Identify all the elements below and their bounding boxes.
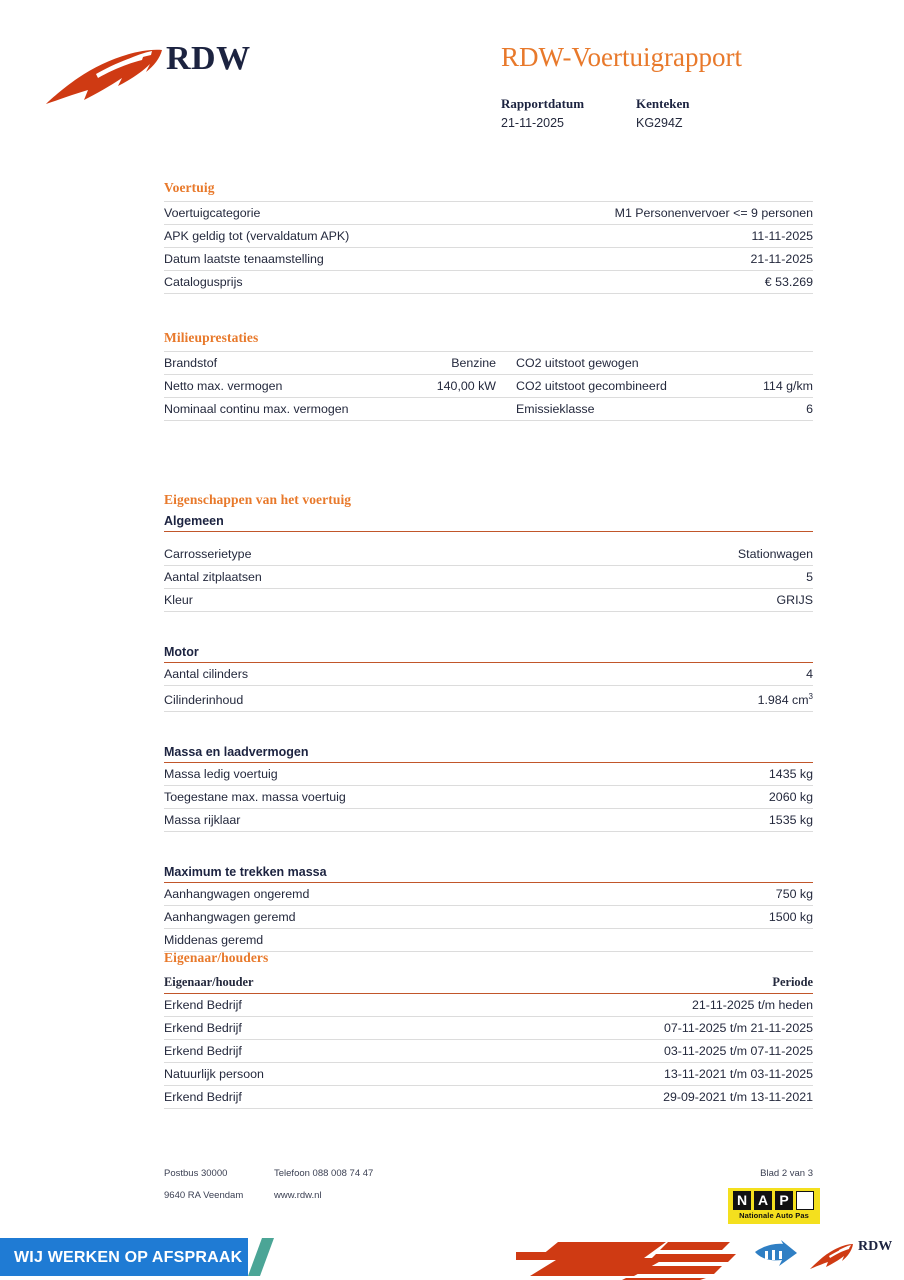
- page-header: [0, 0, 904, 160]
- row-period: 21-11-2025 t/m heden: [489, 994, 814, 1017]
- footer-row-2: [164, 1190, 813, 1201]
- row-label-left: Nominaal continu max. vermogen: [164, 398, 374, 421]
- subsection-title-algemeen: Algemeen: [164, 514, 813, 532]
- section-eigenaar-houders: [164, 950, 813, 1109]
- row-value: € 53.269: [489, 271, 814, 294]
- table-row: [164, 225, 813, 248]
- table-row: [164, 809, 813, 832]
- row-label: Aantal zitplaatsen: [164, 566, 489, 589]
- footer-page-indicator: Blad 2 van 3: [760, 1168, 813, 1179]
- table-row: [164, 375, 813, 398]
- row-value: 21-11-2025: [489, 248, 814, 271]
- column-header-period: Periode: [489, 971, 814, 994]
- table-row: [164, 202, 813, 225]
- table-row: [164, 883, 813, 906]
- row-label-right: Emissieklasse: [504, 398, 694, 421]
- table-row: [164, 566, 813, 589]
- table-row: [164, 686, 813, 712]
- row-value-left: 140,00 kW: [374, 375, 504, 398]
- row-period: 03-11-2025 t/m 07-11-2025: [489, 1040, 814, 1063]
- row-label: Carrosserietype: [164, 543, 489, 566]
- row-value-left: Benzine: [374, 352, 504, 375]
- nap-logo: [728, 1188, 820, 1224]
- footer-website[interactable]: www.rdw.nl: [274, 1190, 322, 1201]
- section-title-voertuig: Voertuig: [164, 180, 215, 195]
- footer-row-1: [164, 1168, 813, 1179]
- table-row: [164, 398, 813, 421]
- table-row: [164, 1086, 813, 1109]
- nap-empty-box: [796, 1191, 814, 1210]
- row-label: Massa rijklaar: [164, 809, 489, 832]
- milieuprestaties-table: [164, 351, 813, 421]
- section-title-milieuprestaties: Milieuprestaties: [164, 330, 259, 345]
- eigenaar-houders-table: [164, 971, 813, 1109]
- row-value: 4: [489, 663, 814, 686]
- section-title-eigenaar-houders: Eigenaar/houders: [164, 950, 269, 965]
- table-row: [164, 248, 813, 271]
- table-row: [164, 763, 813, 786]
- row-value: 11-11-2025: [489, 225, 814, 248]
- meta-label-kenteken: Kenteken: [636, 96, 690, 111]
- row-label-right: CO2 uitstoot gewogen: [504, 352, 694, 375]
- row-value: Stationwagen: [489, 543, 814, 566]
- row-value: 1500 kg: [489, 906, 814, 929]
- row-label: Catalogusprijs: [164, 271, 489, 294]
- subsection-title-massa: Massa en laadvermogen: [164, 745, 813, 763]
- row-value: 750 kg: [489, 883, 814, 906]
- meta-value-rapportdatum: 21-11-2025: [501, 116, 565, 130]
- meta-kenteken: [636, 96, 771, 130]
- row-value-text: 1.984 cm: [757, 693, 809, 708]
- table-row: [164, 271, 813, 294]
- table-row: [164, 1017, 813, 1040]
- row-owner: Natuurlijk persoon: [164, 1063, 489, 1086]
- section-milieuprestaties: [164, 330, 813, 421]
- row-label-left: Brandstof: [164, 352, 374, 375]
- blue-arrow-icon: [753, 1240, 799, 1272]
- row-owner: Erkend Bedrijf: [164, 1086, 489, 1109]
- row-label: Kleur: [164, 589, 489, 612]
- table-row: [164, 543, 813, 566]
- nap-letter-boxes: [733, 1191, 814, 1210]
- section-voertuig: [164, 180, 813, 294]
- footer-telephone: Telefoon 088 008 74 47: [274, 1168, 374, 1179]
- table-row: [164, 994, 813, 1017]
- row-value: GRIJS: [489, 589, 814, 612]
- rdw-feather-logo: [44, 44, 164, 106]
- row-value-right: 6: [694, 398, 813, 421]
- row-label-right: CO2 uitstoot gecombineerd: [504, 375, 694, 398]
- row-period: 13-11-2021 t/m 03-11-2025: [489, 1063, 814, 1086]
- table-row: [164, 929, 813, 952]
- algemeen-table: [164, 543, 813, 612]
- column-header-owner: Eigenaar/houder: [164, 971, 489, 994]
- row-owner: Erkend Bedrijf: [164, 994, 489, 1017]
- row-value: 1535 kg: [489, 809, 814, 832]
- nap-subtitle: Nationale Auto Pas: [739, 1211, 809, 1220]
- row-value: 5: [489, 566, 814, 589]
- nap-letter-p: P: [775, 1191, 793, 1210]
- row-value: 2060 kg: [489, 786, 814, 809]
- row-value: M1 Personenvervoer <= 9 personen: [489, 202, 814, 225]
- rdw-wordmark: RDW: [166, 40, 251, 77]
- table-row: [164, 786, 813, 809]
- appointment-banner: [0, 1238, 248, 1276]
- row-value: [489, 686, 814, 712]
- row-value-right: [694, 352, 813, 375]
- row-label: Aantal cilinders: [164, 663, 489, 686]
- table-row: [164, 352, 813, 375]
- row-value-right: 114 g/km: [694, 375, 813, 398]
- row-value-left: [374, 398, 504, 421]
- motor-table: [164, 663, 813, 712]
- page-footer: [164, 1168, 813, 1201]
- report-meta: [501, 96, 771, 130]
- row-label: Voertuigcategorie: [164, 202, 489, 225]
- row-label: Cilinderinhoud: [164, 686, 489, 712]
- trekken-massa-table: [164, 883, 813, 952]
- row-period: 07-11-2025 t/m 21-11-2025: [489, 1017, 814, 1040]
- section-eigenschappen: [164, 492, 813, 952]
- table-row: [164, 663, 813, 686]
- row-label: Massa ledig voertuig: [164, 763, 489, 786]
- row-value: 1435 kg: [489, 763, 814, 786]
- meta-label-rapportdatum: Rapportdatum: [501, 96, 585, 111]
- table-row: [164, 589, 813, 612]
- section-title-eigenschappen: Eigenschappen van het voertuig: [164, 492, 352, 507]
- row-value: [489, 929, 814, 952]
- subsection-title-trekken-massa: Maximum te trekken massa: [164, 865, 813, 883]
- footer-city: 9640 RA Veendam: [164, 1190, 244, 1201]
- table-header-row: [164, 971, 813, 994]
- row-label-left: Netto max. vermogen: [164, 375, 374, 398]
- table-row: [164, 906, 813, 929]
- row-owner: Erkend Bedrijf: [164, 1040, 489, 1063]
- banner-teal-accent: [248, 1238, 274, 1276]
- rdw-speed-graphic: [516, 1236, 736, 1280]
- appointment-banner-text: WIJ WERKEN OP AFSPRAAK: [14, 1249, 243, 1266]
- row-owner: Erkend Bedrijf: [164, 1017, 489, 1040]
- voertuig-table: [164, 201, 813, 294]
- report-title: RDW-Voertuigrapport: [501, 42, 742, 72]
- nap-letter-n: N: [733, 1191, 751, 1210]
- subsection-title-motor: Motor: [164, 645, 813, 663]
- table-row: [164, 1040, 813, 1063]
- row-label: Aanhangwagen geremd: [164, 906, 489, 929]
- row-value-superscript: 3: [808, 692, 813, 701]
- bottom-rdw-wordmark: RDW: [858, 1239, 893, 1254]
- row-label: Toegestane max. massa voertuig: [164, 786, 489, 809]
- meta-rapportdatum: [501, 96, 636, 130]
- row-label: Middenas geremd: [164, 929, 489, 952]
- nap-letter-a: A: [754, 1191, 772, 1210]
- footer-postbus: Postbus 30000: [164, 1168, 228, 1179]
- row-label: APK geldig tot (vervaldatum APK): [164, 225, 489, 248]
- massa-table: [164, 763, 813, 832]
- rdw-mini-feather-icon: [810, 1242, 854, 1270]
- rdw-logo: [44, 36, 304, 106]
- row-label: Aanhangwagen ongeremd: [164, 883, 489, 906]
- meta-value-kenteken: KG294Z: [636, 116, 683, 130]
- row-label: Datum laatste tenaamstelling: [164, 248, 489, 271]
- table-row: [164, 1063, 813, 1086]
- row-period: 29-09-2021 t/m 13-11-2021: [489, 1086, 814, 1109]
